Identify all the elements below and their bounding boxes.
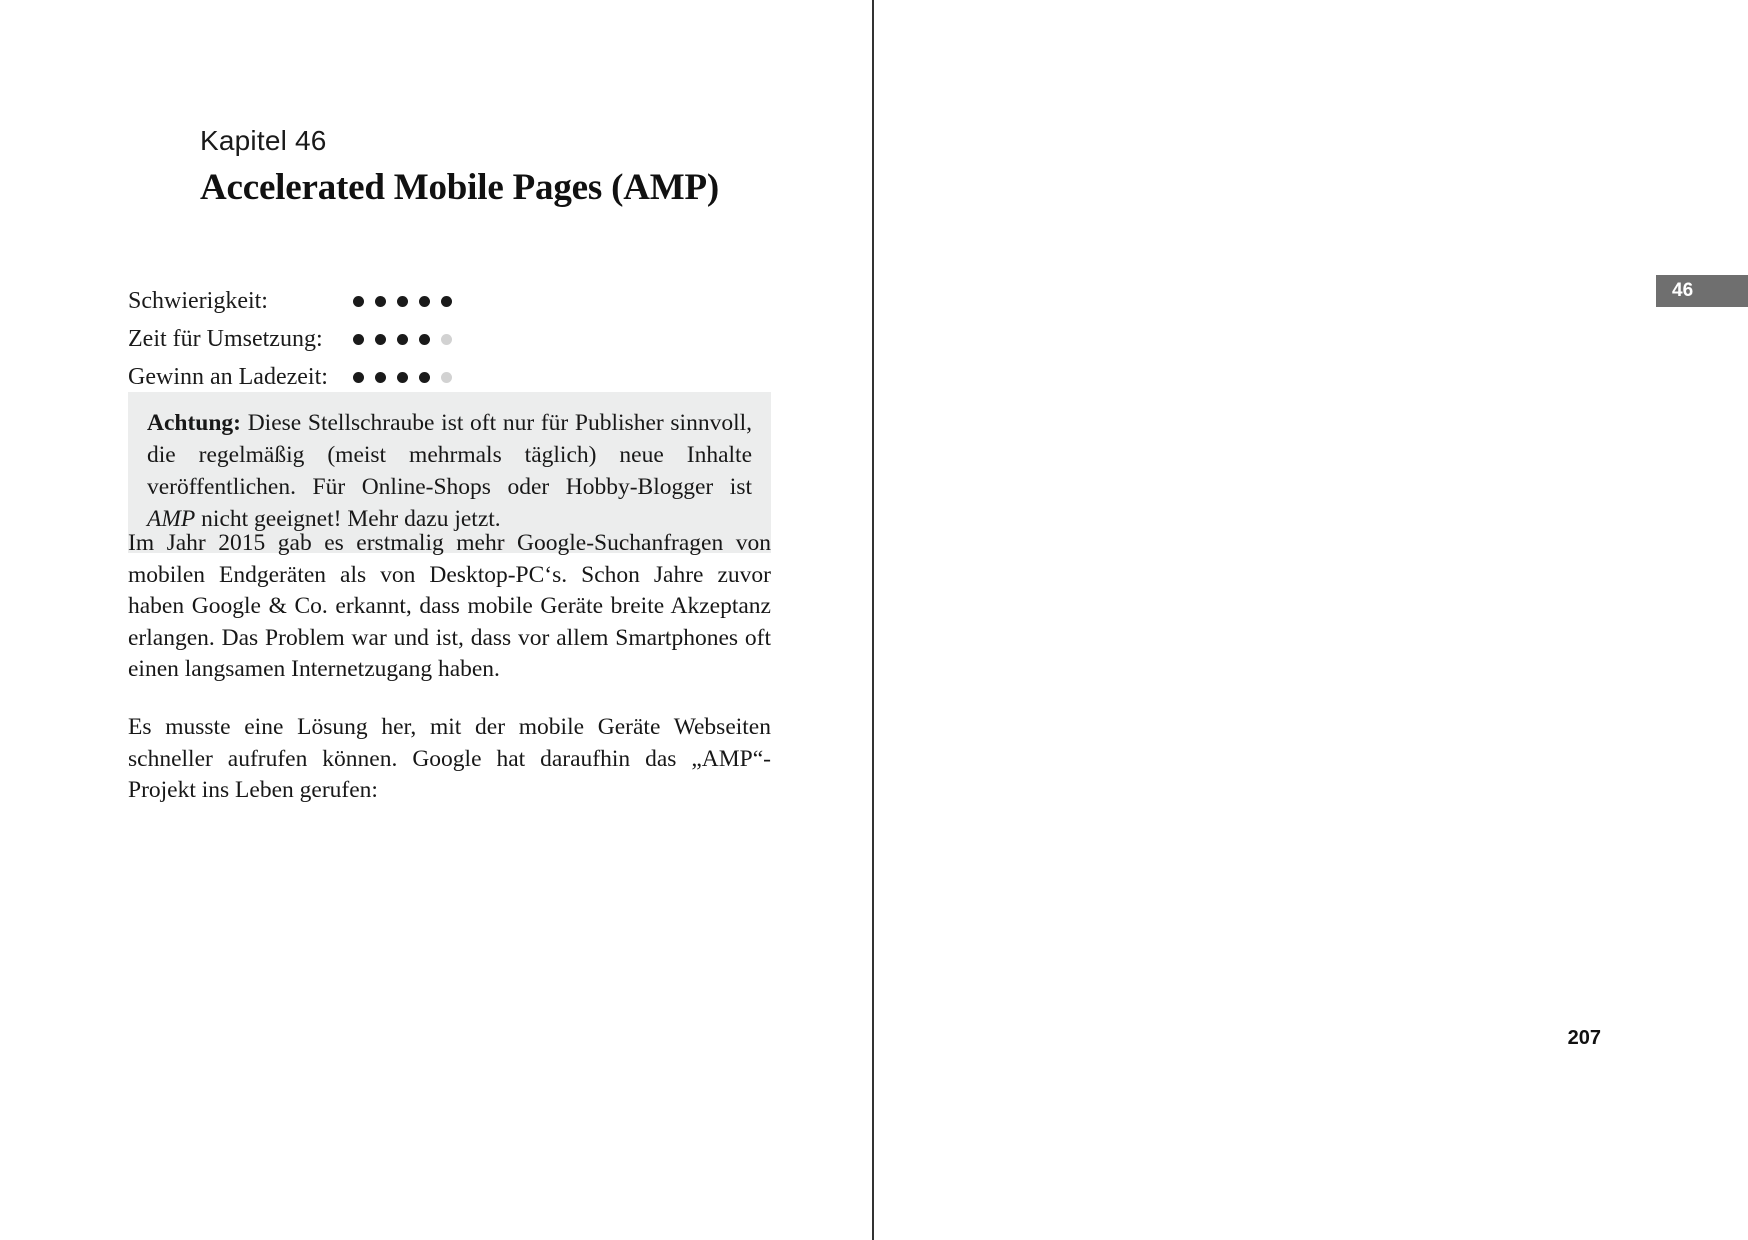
dot-filled: [375, 296, 386, 307]
rating-row-loadtime: [128, 358, 728, 396]
paragraph: Im Jahr 2015 gab es erstmalig mehr Google-Suchanfragen von mobilen Endgeräten als von Desktop-PC‘s. Schon Jahre zuvor haben Google & Co. erkannt, dass mobile Geräte breite Akzeptanz erlangen. Das Problem war und ist, dass vor allem Smartphones oft einen langsamen Internetzugang haben.: [128, 530, 771, 683]
dot-filled: [375, 372, 386, 383]
dot-filled: [419, 296, 430, 307]
callout-body-1: Diese Stellschraube ist oft nur für Publisher sinnvoll, die regelmäßig (meist mehrmals täglich) neue Inhalte veröffentlichen. Für Online-Shops oder Hobby-Blogger ist: [147, 410, 752, 500]
chapter-heading-block: [200, 125, 719, 209]
dot-filled: [375, 334, 386, 345]
callout-emphasis: AMP: [147, 505, 196, 532]
paragraph: Es musste eine Lösung her, mit der mobile Geräte Webseiten schneller aufrufen können. Google hat daraufhin das „AMP“-Projekt ins Leben gerufen:: [128, 713, 771, 804]
rating-row-time: [128, 320, 728, 358]
rating-dots: [353, 334, 452, 345]
dot-filled: [353, 372, 364, 383]
dot-filled: [419, 334, 430, 345]
chapter-thumb-tab: 46: [1656, 275, 1748, 307]
dot-filled: [397, 296, 408, 307]
dot-filled: [419, 372, 430, 383]
rating-row-difficulty: [128, 282, 728, 320]
dot-filled: [441, 296, 452, 307]
dot-filled: [353, 334, 364, 345]
dot-filled: [397, 334, 408, 345]
left-body-text: [128, 528, 771, 833]
page-number: 207: [1567, 1027, 1601, 1049]
rating-label: Gewinn an Ladezeit:: [128, 363, 328, 390]
rating-dots: [353, 372, 452, 383]
callout-lead: Achtung:: [147, 410, 242, 436]
callout-body-2: nicht geeignet! Mehr dazu jetzt.: [195, 505, 501, 532]
rating-label: Zeit für Umsetzung:: [128, 325, 323, 352]
page-title: Accelerated Mobile Pages (AMP): [200, 167, 719, 208]
rating-list: [128, 282, 728, 396]
rating-label: Schwierigkeit:: [128, 287, 268, 314]
dot-filled: [353, 296, 364, 307]
rating-dots: [353, 296, 452, 307]
right-page: [874, 0, 1748, 1240]
dot-filled: [397, 372, 408, 383]
chapter-kicker: Kapitel 46: [200, 125, 327, 156]
dot-empty: [441, 372, 452, 383]
dot-empty: [441, 334, 452, 345]
callout-text: [147, 408, 752, 536]
